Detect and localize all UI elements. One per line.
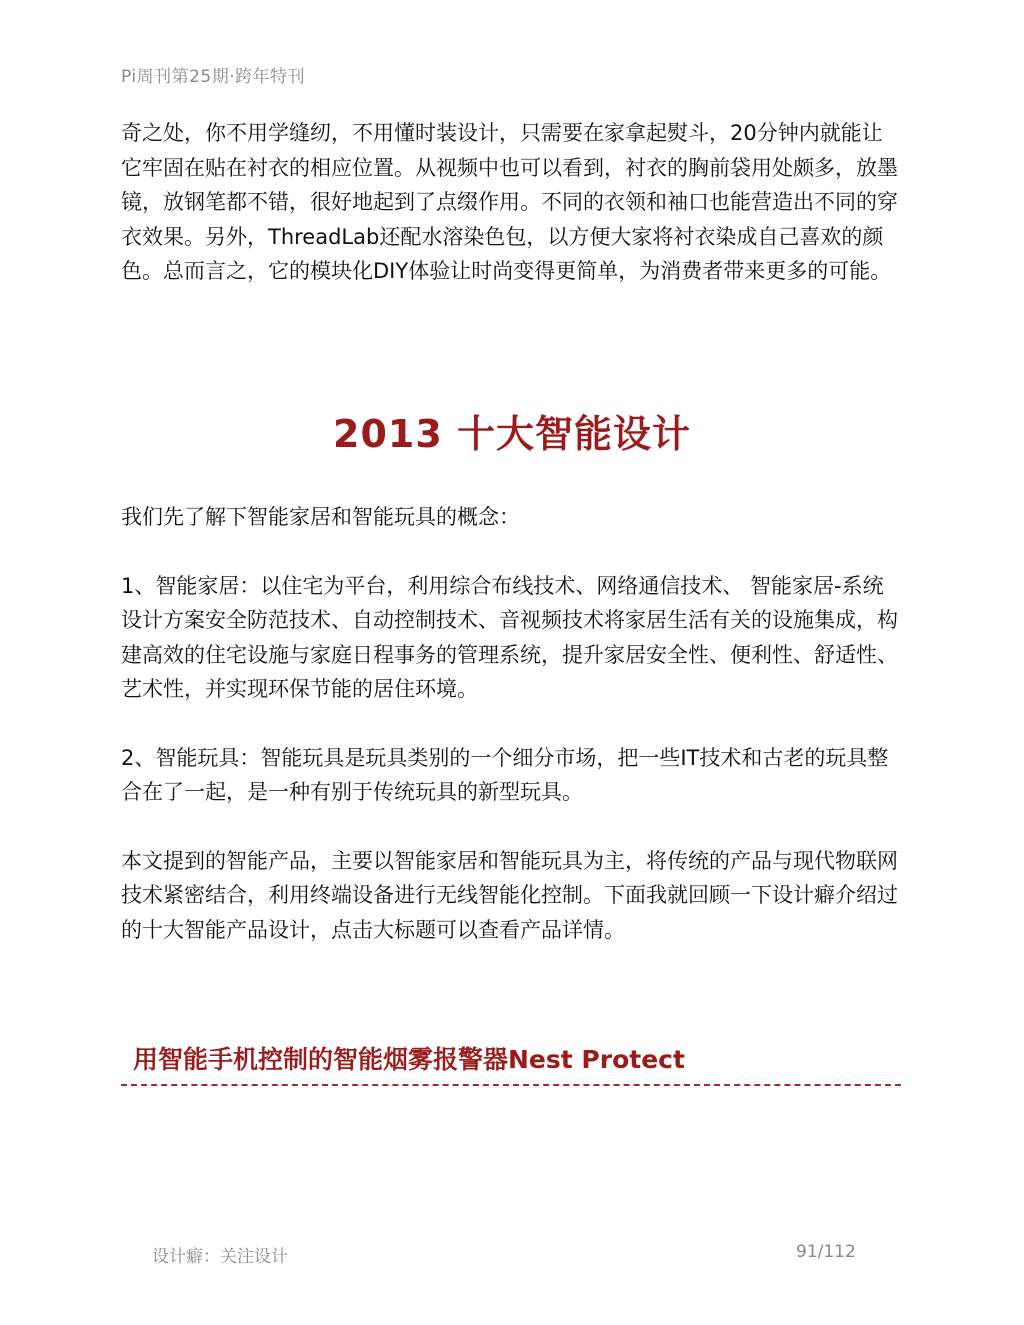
page-number: 91/112 xyxy=(796,1242,856,1262)
section-lead: 我们先了解下智能家居和智能玩具的概念： xyxy=(121,505,520,529)
intro-paragraph: 奇之处，你不用学缝纫，不用懂时装设计，只需要在家拿起熨斗，20分钟内就能让它牢固在贴在衬衣的相应位置。从视频中也可以看到，衬衣的胸前袋用处颇多，放墨镜，放钢笔都不错，很好地起到了点缀作用。不同的衣领和袖口也能营造出不同的穿衣效果。另外，ThreadLab还配水溶染色包，以方便大家将衬衣染成自己喜欢的颜色。总而言之，它的模块化DIY体验让时尚变得更简单，为消费者带来更多的可能。 xyxy=(121,121,898,283)
running-header: Pi周刊第25期·跨年特刊 xyxy=(121,67,306,87)
product-heading-link[interactable]: 用智能手机控制的智能烟雾报警器Nest Protect xyxy=(133,1045,685,1074)
section-body xyxy=(121,500,903,981)
intro-section xyxy=(121,116,903,289)
section-summary: 本文提到的智能产品，主要以智能家居和智能玩具为主，将传统的产品与现代物联网技术紧密结合，利用终端设备进行无线智能化控制。下面我就回顾一下设计癖介绍过的十大智能产品设计，点击大标题可以查看产品详情。 xyxy=(121,848,898,942)
definition-smart-home: 1、智能家居：以住宅为平台，利用综合布线技术、网络通信技术、 智能家居-系统设计方案安全防范技术、自动控制技术、音视频技术将家居生活有关的设施集成，构建高效的住宅设施与家庭日程事务的管理系统，提升家居安全性、便利性、舒适性、艺术性，并实现环保节能的居住环境。 xyxy=(121,573,898,701)
footer-source: 设计癖：关注设计 xyxy=(152,1247,288,1267)
dashed-divider xyxy=(121,1084,901,1086)
definition-smart-toy: 2、智能玩具：智能玩具是玩具类别的一个细分市场，把一些IT技术和古老的玩具整合在了一起，是一种有别于传统玩具的新型玩具。 xyxy=(121,745,889,804)
section-title: 2013 十大智能设计 xyxy=(333,412,691,456)
